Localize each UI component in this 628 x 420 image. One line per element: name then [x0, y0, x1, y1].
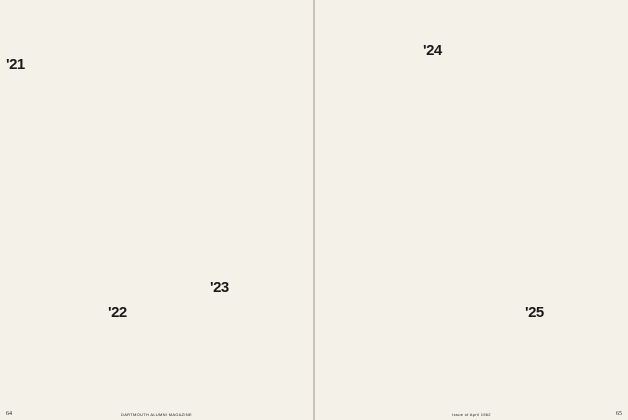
column-body-text: [423, 6, 520, 7]
class-year: '23: [210, 279, 229, 296]
class-year: '21: [6, 56, 25, 73]
left-column-2: [108, 6, 205, 410]
left-column-3: [210, 6, 307, 410]
class-heading: [525, 306, 622, 320]
column-body-text: [525, 6, 622, 7]
page-number: 64: [6, 411, 12, 417]
class-heading: [210, 281, 307, 295]
class-year: '25: [525, 304, 544, 321]
left-column-1: [6, 6, 103, 410]
right-column-1: [321, 6, 418, 410]
running-footer: Issue of April 1962: [452, 412, 491, 417]
right-page: [315, 0, 628, 420]
column-body-text: [210, 6, 307, 7]
left-page-columns: [6, 6, 307, 410]
class-heading: [423, 44, 520, 58]
column-body-text: [108, 6, 205, 7]
right-column-3: [525, 6, 622, 410]
page-number: 65: [616, 411, 622, 417]
left-page: [0, 0, 313, 420]
right-page-columns: [321, 6, 622, 410]
class-heading: [108, 306, 205, 320]
running-footer: DARTMOUTH ALUMNI MAGAZINE: [121, 412, 192, 417]
column-body-text: [6, 6, 103, 7]
column-body-text: [321, 6, 418, 7]
class-year: '22: [108, 304, 127, 321]
class-year: '24: [423, 42, 442, 59]
right-column-2: [423, 6, 520, 410]
class-heading: [6, 58, 103, 72]
